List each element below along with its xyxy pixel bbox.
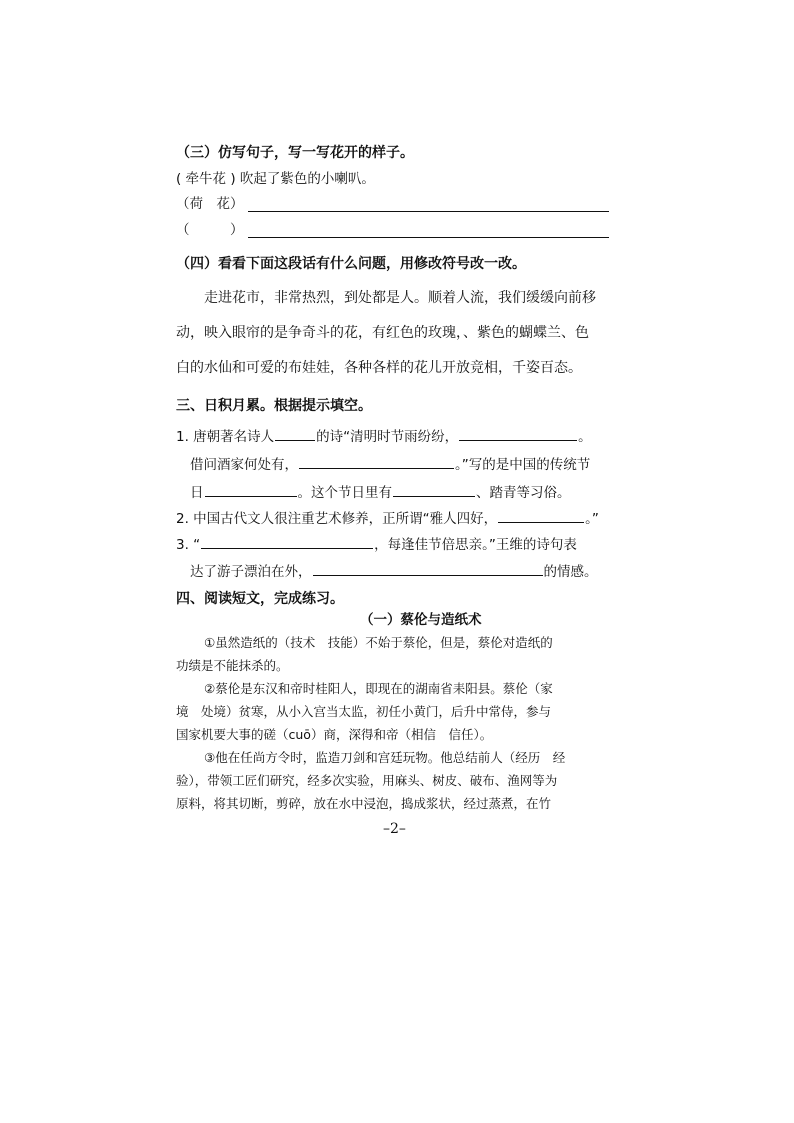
fill-blank[interactable]	[498, 508, 584, 523]
fill-blank[interactable]	[275, 426, 315, 441]
question-1-line1: 1. 唐朝著名诗人 的诗“清明时节雨纷纷， 。	[176, 426, 592, 445]
part-4-title: 四、阅读短文，完成练习。	[176, 591, 344, 607]
question-1-line2: 借问酒家何处有， 。”写的是中国的传统节	[190, 454, 590, 473]
paragraph-line: 走进花市，非常热烈，到处都是人。顺着人流，我们缓缓向前移	[204, 290, 596, 306]
fill-blank[interactable]	[205, 482, 297, 497]
part-3-title: 三、日积月累。根据提示填空。	[176, 398, 372, 414]
fill-blank[interactable]	[299, 454, 454, 469]
passage-line: ③他在任尚方令时，监造刀剑和宫廷玩物。他总结前人（经历 经	[204, 750, 566, 765]
section-3-example: ( 牵牛花 ) 吹起了紫色的小喇叭。	[176, 171, 375, 187]
passage-line: 原料，将其切断，剪碎，放在水中浸泡，捣成浆状，经过蒸煮，在竹	[176, 796, 552, 811]
answer-line[interactable]	[248, 237, 609, 238]
passage-line: ①虽然造纸的（技术 技能）不始于蔡伦，但是，蔡伦对造纸的	[204, 635, 553, 650]
page-number: –2–	[383, 821, 406, 837]
paragraph-line: 动，映入眼帘的是争奇斗的花，有红色的玫瑰，、紫色的蝴蝶兰、色	[176, 325, 589, 341]
passage-line: 验），带领工匠们研究，经多次实验，用麻头、树皮、破布、渔网等为	[176, 773, 558, 788]
passage-title: （一）蔡伦与造纸术	[360, 612, 482, 628]
passage-line: ②蔡伦是东汉和帝时桂阳人，即现在的湖南省耒阳县。蔡伦（家	[204, 681, 553, 696]
fill-blank[interactable]	[201, 534, 373, 549]
question-1-line3: 日 。这个节日里有 、踏青等习俗。	[190, 482, 571, 501]
section-4-title: （四）看看下面这段话有什么问题，用修改符号改一改。	[176, 256, 526, 272]
section-3-title: （三）仿写句子，写一写花开的样子。	[176, 145, 414, 161]
passage-line: 功绩是不能抹杀的。	[176, 658, 289, 673]
section-3-row2-label: （ ）	[176, 222, 244, 238]
fill-blank[interactable]	[393, 482, 475, 497]
answer-line[interactable]	[248, 211, 609, 212]
question-3-line2: 达了游子漂泊在外， 的情感。	[190, 561, 598, 580]
fill-blank[interactable]	[459, 426, 577, 441]
fill-blank[interactable]	[313, 561, 543, 576]
section-3-row1-label: （荷 花）	[176, 196, 244, 212]
passage-line: 境 处境）贫寒，从小入宫当太监，初任小黄门，后升中常侍，参与	[176, 704, 552, 719]
question-2: 2. 中国古代文人很注重艺术修养，正所谓“雅人四好， 。”	[176, 508, 599, 527]
paragraph-line: 白的水仙和可爱的布娃娃，各种各样的花儿开放竞相，千姿百态。	[176, 360, 582, 376]
passage-line: 国家机要大事的磋（cuō）商，深得和帝（相信 信任）。	[176, 727, 493, 742]
question-3-line1: 3. “ ，每逢佳节倍思亲。”王维的诗句表	[176, 534, 577, 553]
